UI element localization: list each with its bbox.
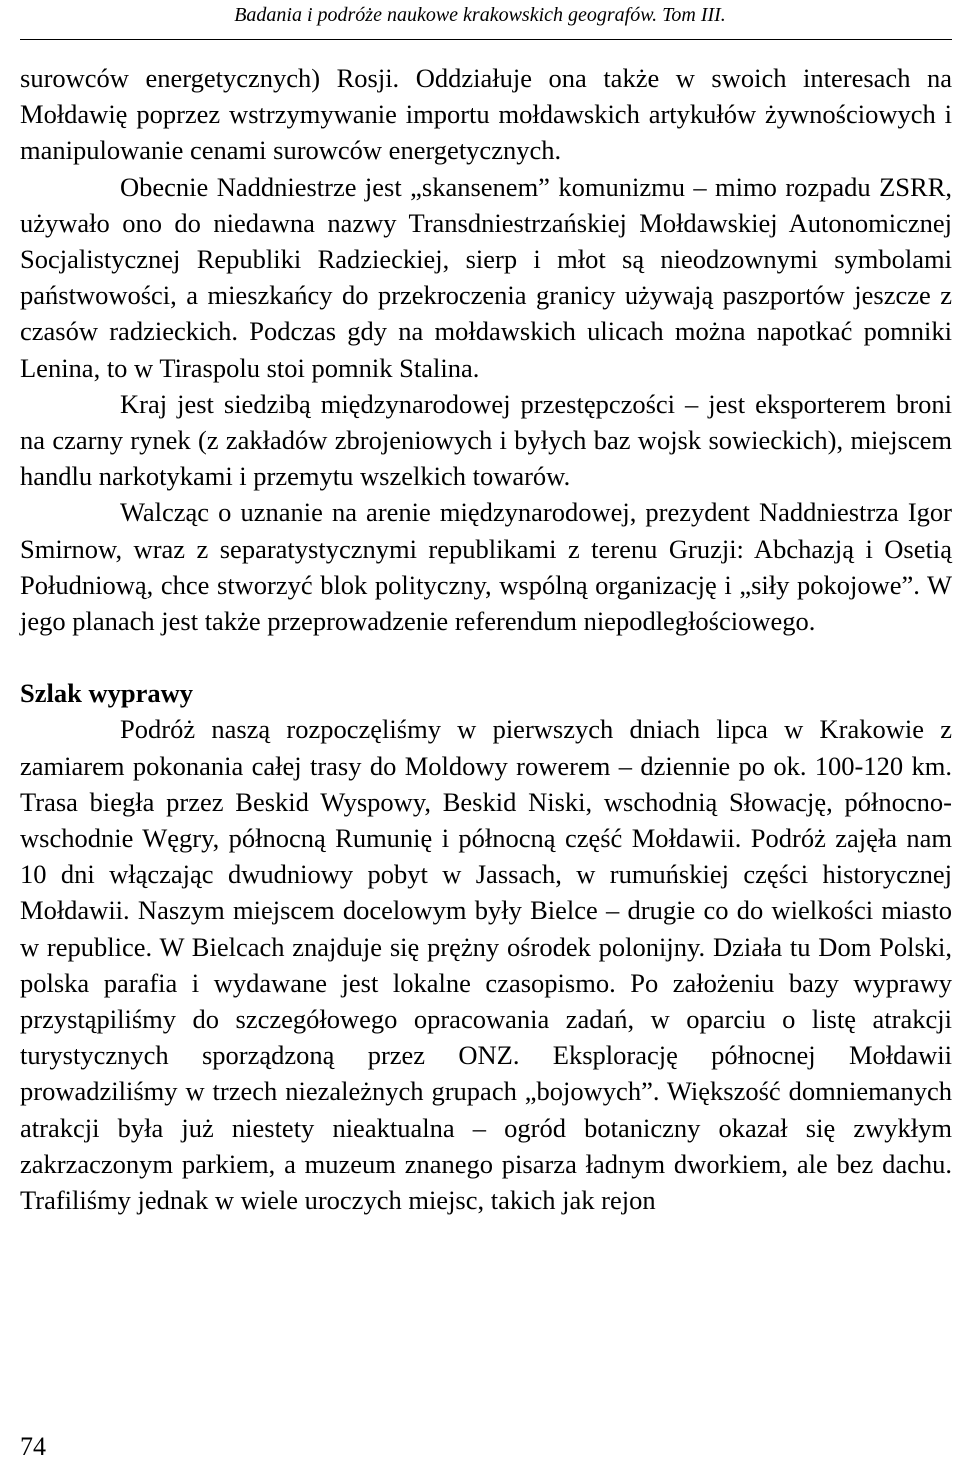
page-number: 74 [20,1432,46,1461]
section-heading: Szlak wyprawy [20,678,194,709]
running-header: Badania i podróże naukowe krakowskich geografów. Tom III. [234,4,726,26]
paragraph-continuation: surowców energetycznych) Rosji. Oddziałuje ona także w swoich interesach na Mołdawię poprzez wstrzymywanie importu mołdawskich artykułów żywnościowych i manipulowanie cenami surowców energetycznych. [20,63,952,166]
paragraph-route: Podróż naszą rozpoczęliśmy w pierwszych dniach lipca w Krakowie z zamiarem pokonania całej trasy do Moldowy rowerem – dziennie po ok. 100-120 km. Trasa biegła przez Beskid Wyspowy, Beskid Niski, wschodnią Słowację, północno-wschodnie Węgry, północną Rumunię i północną część Mołdawii. Podróż zajęła nam 10 dni włączając dwudniowy pobyt w Jassach, w rumuńskiej części historycznej Mołdawii. Naszym miejscem docelowym były Bielce – drugie co do wielkości miasto w republice. W Bielcach znajduje się prężny ośrodek polonijny. Działa tu Dom Polski, polska parafia i wydawane jest lokalne czasopismo. Po założeniu bazy wyprawy przystąpiliśmy do szczegółowego opracowania zadań, w oparciu o listę atrakcji turystycznych sporządzoną przez ONZ. Eksplorację północnej Mołdawii prowadziliśmy w trzech niezależnych grupach „bojowych”. Większość domniemanych atrakcji była już niestety nieaktualna – ogród botaniczny okazał się zwykłym zakrzaczonym parkiem, a muzeum znanego pisarza ładnym dworkiem, ale bez dachu. Trafiliśmy jednak w wiele uroczych miejsc, takich jak rejon [20,714,952,1216]
paragraph-crime: Kraj jest siedzibą międzynarodowej przestępczości – jest eksporterem broni na czarny rynek (z zakładów zbrojeniowych i byłych baz wojsk sowieckich), miejscem handlu narkotykami i przemytu wszelkich towarów. [20,388,952,492]
paragraph-skansen: Obecnie Naddniestrze jest „skansenem” komunizmu – mimo rozpadu ZSRR, używało ono do niedawna nazwy Transdniestrzańskiej Mołdawskiej Autonomicznej Socjalistycznej Republiki Radzieckiej, sierp i młot są nieodzownymi symbolami państwowości, a mieszkańcy do przekroczenia granicy używają paszportów jeszcze z czasów radzieckich. Podczas gdy na mołdawskich ulicach można napotkać pomniki Lenina, to w Tiraspolu stoi pomnik Stalina. [20,171,952,383]
paragraph-politics: Walcząc o uznanie na arenie międzynarodowej, prezydent Naddniestrza Igor Smirnow, wraz z separatystycznymi republikami z terenu Gruzji: Abchazją i Osetią Południową, chce stworzyć blok polityczny, wspólną organizację i „siły pokojowe”. W jego planach jest także przeprowadzenie referendum niepodległościowego. [20,497,952,637]
page-body [20,60,952,1218]
header-divider [20,39,952,40]
